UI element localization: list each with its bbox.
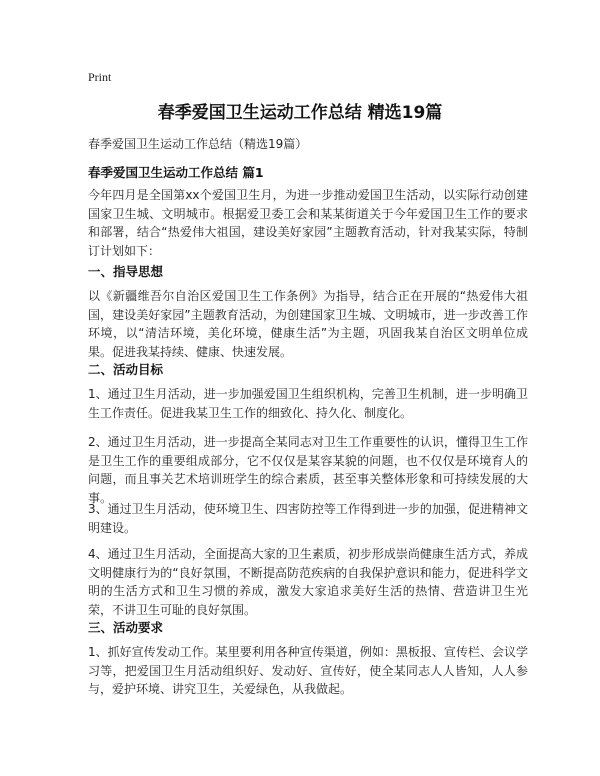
section-heading-activity-requirements: 三、活动要求	[88, 620, 164, 635]
section-paragraph: 1、抓好宣传发动工作。某里要利用各种宣传渠道，例如：黑板报、宣传栏、会议学习等，把爱国卫生月活动组织好、发动好、宣传好，使全某同志人人皆知，人人参与，爱护环境、讲究卫生，关爱绿色，从我做起。	[88, 645, 528, 696]
section-heading-guiding-ideology: 一、指导思想	[88, 264, 164, 279]
section-paragraph: 4、通过卫生月活动，全面提高大家的卫生素质，初步形成崇尚健康生活方式，养成文明健康行为的“良好氛围，不断提高防范疾病的自我保护意识和能力，促进科学文明的生活方式和卫生习惯的养成，激发大家追求美好生活的热情、营造讲卫生光荣，不讲卫生可耻的良好氛围。	[88, 547, 528, 617]
section-paragraph: 以《新疆维吾尔自治区爱国卫生工作条例》为指导，结合正在开展的“热爱伟大祖国，建设美好家园”主题教育活动，为创建国家卫生城、文明城市，进一步改善工作环境，以“清洁环境，美化环境，健康生活”为主题，巩固我某自治区文明单位成果。促进我某持续、健康、快速发展。	[88, 289, 528, 359]
page-title: 春季爱国卫生运动工作总结 精选19篇	[157, 103, 443, 123]
document-subtitle: 春季爱国卫生运动工作总结（精选19篇）	[88, 137, 308, 151]
section-paragraph: 3、通过卫生月活动，使环境卫生、四害防控等工作得到进一步的加强，促进精神文明建设。	[88, 502, 528, 535]
intro-paragraph: 今年四月是全国第xx个爱国卫生月，为进一步推动爱国卫生活动，以实际行动创建国家卫生城、文明城市。根据爱卫委工会和某某街道关于今年爱国卫生工作的要求和部署，结合“热爱伟大祖国，建设美好家园”主题教育活动，针对我某实际，特制订计划如下：	[88, 188, 528, 258]
section-paragraph: 2、通过卫生月活动，进一步提高全某同志对卫生工作重要性的认识，懂得卫生工作是卫生工作的重要组成部分，它不仅仅是某容某貌的问题，也不仅仅是环境育人的问题，而且事关艺术培训班学生的综合素质，甚至事关整体形象和可持续发展的大事。	[88, 435, 528, 505]
chapter-title: 春季爱国卫生运动工作总结 篇1	[88, 165, 264, 180]
print-link[interactable]: Print	[88, 70, 112, 84]
section-heading-activity-goals: 二、活动目标	[88, 362, 164, 377]
section-paragraph: 1、通过卫生月活动，进一步加强爱国卫生组织机构，完善卫生机制，进一步明确卫生工作责任。促进我某卫生工作的细致化、持久化、制度化。	[88, 387, 528, 420]
